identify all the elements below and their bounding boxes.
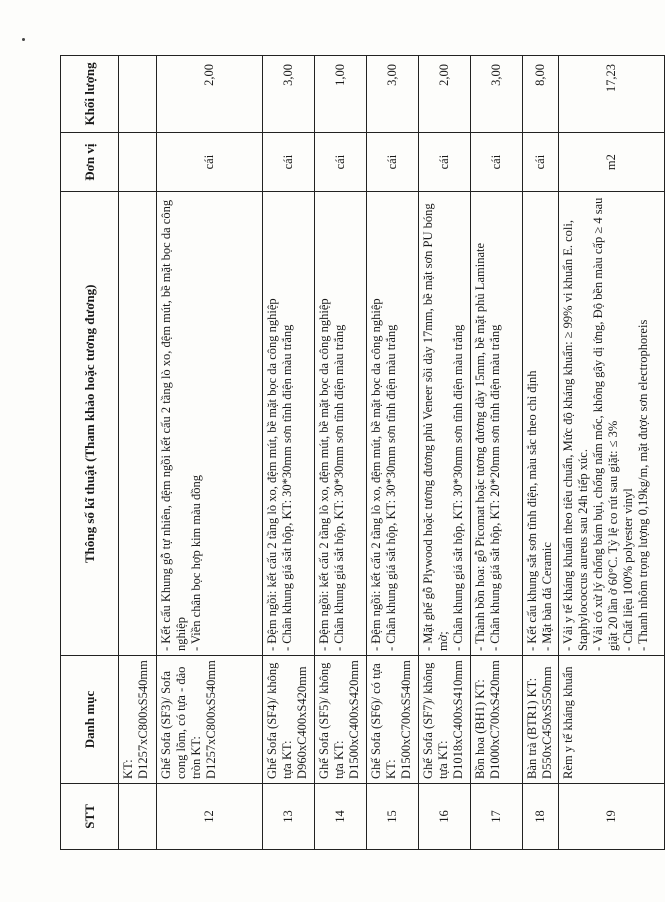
spec-line: - Thành bồn hoa: gỗ Picomat hoặc tương đương dày 15mm, bề mặt phủ Laminate [473,242,487,652]
table-row [263,56,315,850]
cell-stt: 14 [315,783,367,849]
cell-spec [523,192,559,656]
cell-qty: 3,00 [471,56,523,133]
spec-line: - Vải có xử lý chống bám bụi, chống nấm mốc, không gây dị ứng, Độ bền màu cấp ≥ 4 sau giặt 20 lần ở 60°C. Tỷ lệ co rút sau giặt: ≤ 3% [591,197,620,652]
cell-stt [119,783,157,849]
cell-stt: 15 [367,783,419,849]
cell-unit: cái [315,132,367,192]
header-item: Danh mục [61,656,119,784]
cell-unit: cái [367,132,419,192]
cell-item: KT: D1257xC800xS540mm [119,656,157,784]
table-row [523,56,559,850]
table-row [471,56,523,850]
cell-stt: 13 [263,783,315,849]
spec-line: - Đệm ngồi: kết cấu 2 tầng lò xo, đệm mút, bề mặt bọc da công nghiệp [265,298,279,652]
cell-stt: 17 [471,783,523,849]
cell-qty: 2,00 [419,56,471,133]
cell-item: Ghế Sofa (SF6)/ có tựa KT: D1500xC700xS540mm [367,656,419,784]
table-row [315,56,367,850]
spec-line: - Mặt bàn đá Ceramic [540,542,554,652]
cell-spec [559,192,665,656]
spec-line: - Chân khung giá sắt hộp, KT: 20*20mm sơn tĩnh điện màu trắng [488,324,502,652]
cell-unit: cái [157,132,263,192]
cell-qty [119,56,157,133]
table-row [559,56,665,850]
cell-spec [471,192,523,656]
cell-spec [315,192,367,656]
cell-qty: 8,00 [523,56,559,133]
cell-stt: 16 [419,783,471,849]
table-row [419,56,471,850]
cell-unit: cái [523,132,559,192]
cell-qty: 3,00 [367,56,419,133]
cell-unit: m2 [559,132,665,192]
cell-item: Ghế Sofa (SF5)/ không tựa KT: D1500xC400xS420mm [315,656,367,784]
spec-line: - Chân khung giá sắt hộp, KT: 30*30mm sơn tĩnh điện màu trắng [451,324,465,652]
header-spec: Thông số kĩ thuật (Tham khảo hoặc tương đương) [61,192,119,656]
spec-line: - Chân khung giá sắt hộp, KT: 30*30mm sơn tĩnh điện màu trắng [332,324,346,652]
cell-stt: 19 [559,783,665,849]
cell-unit [119,132,157,192]
cell-qty: 2,00 [157,56,263,133]
spec-line: - Thanh nhôm trọng lượng 0,19kg/m, mặt được sơn electrophoreis [636,319,650,652]
spec-line: - Vải y tế kháng khuẩn theo tiêu chuẩn, Mức độ kháng khuẩn: ≥ 99% vi khuẩn E. coli, Staphylococcus aureus sau 24h tiếp xúc. [561,220,590,652]
spec-line: - Mặt ghế gỗ Plywood hoặc tương đương phủ Veneer sồi dày 17mm, bề mặt sơn PU bóng mờ; [421,203,450,652]
cell-qty: 1,00 [315,56,367,133]
table-row [157,56,263,850]
cell-item: Bàn trà (BTR1) KT: D550xC450xS550mm [523,656,559,784]
cell-qty: 17,23 [559,56,665,133]
table-header-row [61,56,119,850]
header-unit: Đơn vị [61,132,119,192]
cell-item: Ghế Sofa (SF3)/ Sofa cong lõm, có tựa - đảo tròn KT: D1257xC800xS540mm [157,656,263,784]
cell-item: Bồn hoa (BH1) KT: D1000xC700xS420mm [471,656,523,784]
spec-line: - Viền chân bọc hợp kim màu đồng [189,474,203,652]
spec-line: - Đệm ngồi: kết cấu 2 tầng lò xo, đệm mút, bề mặt bọc da công nghiệp [369,298,383,652]
cell-unit: cái [471,132,523,192]
cell-stt: 12 [157,783,263,849]
spec-line: - Kết cấu Khung gỗ tự nhiên, đệm ngồi kết cấu 2 tầng lò xo, đệm mút, bề mặt bọc da công nghiệp [159,199,188,652]
table-row [119,56,157,850]
cell-unit: cái [263,132,315,192]
table-row [367,56,419,850]
cell-item: Rèm y tế kháng khuẩn [559,656,665,784]
cell-spec [419,192,471,656]
spec-line: - Chân khung giá sắt hộp, KT: 30*30mm sơn tĩnh điện màu trắng [280,324,294,652]
spec-line: - Đệm ngồi: kết cấu 2 tầng lò xo, đệm mút, bề mặt bọc da công nghiệp [317,298,331,652]
cell-item: Ghế Sofa (SF4)/ không tựa KT: D960xC400xS420mm [263,656,315,784]
header-qty: Khối lượng [61,56,119,133]
cell-spec [263,192,315,656]
cell-unit: cái [419,132,471,192]
spec-line: - Chân khung giá sắt hộp, KT: 30*30mm sơn tĩnh điện màu trắng [384,324,398,652]
spec-table [60,55,665,850]
header-stt: STT [61,783,119,849]
spec-line: - Chất liệu 100% polyester vinyl [621,488,635,652]
cell-spec [367,192,419,656]
cell-stt: 18 [523,783,559,849]
cell-item: Ghế Sofa (SF7)/ không tựa KT: D1018xC400xS410mm [419,656,471,784]
cell-spec [157,192,263,656]
spec-line: - Kết cấu khung sắt sơn tĩnh điện, màu sắc theo chỉ định [525,370,539,652]
cell-qty: 3,00 [263,56,315,133]
cell-spec [119,192,157,656]
